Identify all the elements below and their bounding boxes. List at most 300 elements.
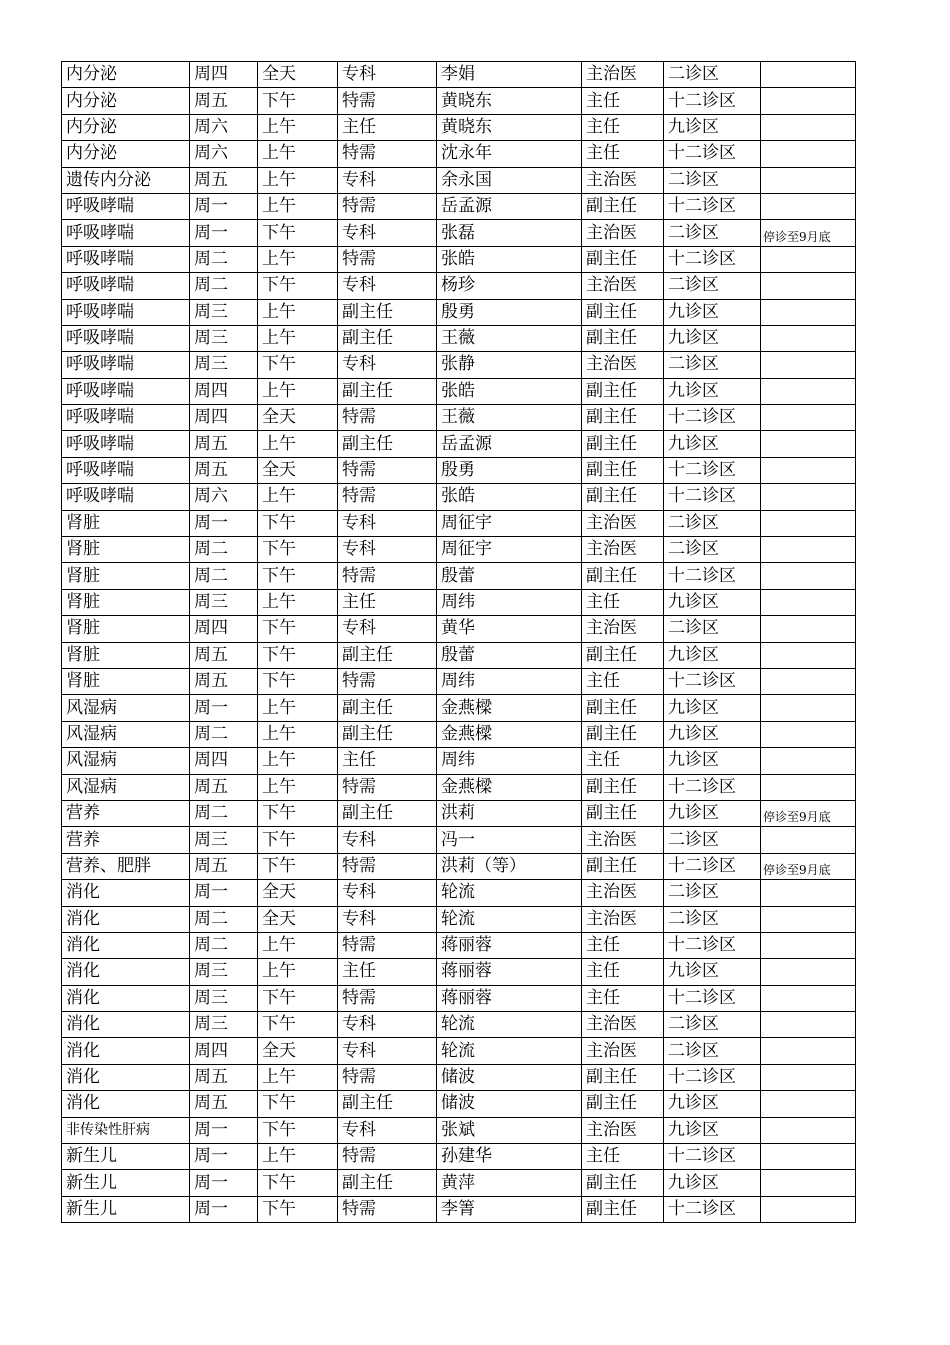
- note-cell: [761, 721, 856, 747]
- session-cell: 全天: [258, 880, 338, 906]
- department-cell: 肾脏: [62, 642, 190, 668]
- session-cell: 上午: [258, 114, 338, 140]
- clinic-type-cell: 特需: [338, 774, 437, 800]
- weekday-cell: 周三: [190, 352, 258, 378]
- doctor-title-cell: 主任: [582, 959, 664, 985]
- department-cell: 呼吸哮喘: [62, 378, 190, 404]
- note-cell: [761, 959, 856, 985]
- doctor-cell: 殷蕾: [437, 563, 582, 589]
- weekday-cell: 周二: [190, 800, 258, 826]
- table-row: [62, 378, 856, 404]
- table-row: [62, 853, 856, 879]
- clinic-type-cell: 特需: [338, 932, 437, 958]
- doctor-title-cell: 主治医: [582, 1012, 664, 1038]
- table-row: [62, 1144, 856, 1170]
- table-row: [62, 352, 856, 378]
- clinic-area-cell: 十二诊区: [664, 563, 761, 589]
- clinic-type-cell: 特需: [338, 88, 437, 114]
- clinic-type-cell: 副主任: [338, 800, 437, 826]
- doctor-cell: 张斌: [437, 1117, 582, 1143]
- weekday-cell: 周二: [190, 537, 258, 563]
- clinic-area-cell: 十二诊区: [664, 246, 761, 272]
- weekday-cell: 周五: [190, 668, 258, 694]
- doctor-title-cell: 主治医: [582, 1038, 664, 1064]
- weekday-cell: 周三: [190, 959, 258, 985]
- table-row: [62, 1091, 856, 1117]
- clinic-area-cell: 二诊区: [664, 220, 761, 246]
- department-cell: 消化: [62, 1038, 190, 1064]
- table-row: [62, 774, 856, 800]
- weekday-cell: 周二: [190, 906, 258, 932]
- clinic-area-cell: 十二诊区: [664, 88, 761, 114]
- doctor-cell: 周纬: [437, 589, 582, 615]
- note-cell: [761, 1144, 856, 1170]
- clinic-type-cell: 专科: [338, 273, 437, 299]
- clinic-area-cell: 九诊区: [664, 748, 761, 774]
- clinic-type-cell: 专科: [338, 510, 437, 536]
- session-cell: 下午: [258, 827, 338, 853]
- doctor-title-cell: 副主任: [582, 774, 664, 800]
- clinic-area-cell: 十二诊区: [664, 193, 761, 219]
- session-cell: 下午: [258, 88, 338, 114]
- doctor-cell: 洪莉（等）: [437, 853, 582, 879]
- note-cell: [761, 1117, 856, 1143]
- clinic-area-cell: 十二诊区: [664, 668, 761, 694]
- note-cell: [761, 1091, 856, 1117]
- clinic-type-cell: 副主任: [338, 378, 437, 404]
- session-cell: 上午: [258, 378, 338, 404]
- table-row: [62, 800, 856, 826]
- table-row: [62, 220, 856, 246]
- session-cell: 下午: [258, 1196, 338, 1222]
- clinic-area-cell: 九诊区: [664, 642, 761, 668]
- clinic-type-cell: 特需: [338, 853, 437, 879]
- doctor-cell: 黄晓东: [437, 88, 582, 114]
- clinic-area-cell: 九诊区: [664, 1170, 761, 1196]
- clinic-area-cell: 二诊区: [664, 62, 761, 88]
- table-row: [62, 510, 856, 536]
- department-cell: 营养: [62, 800, 190, 826]
- table-row: [62, 273, 856, 299]
- note-cell: [761, 589, 856, 615]
- department-cell: 呼吸哮喘: [62, 352, 190, 378]
- session-cell: 上午: [258, 246, 338, 272]
- doctor-cell: 轮流: [437, 1038, 582, 1064]
- session-cell: 上午: [258, 589, 338, 615]
- clinic-area-cell: 九诊区: [664, 1091, 761, 1117]
- session-cell: 下午: [258, 668, 338, 694]
- doctor-cell: 殷勇: [437, 457, 582, 483]
- clinic-type-cell: 特需: [338, 246, 437, 272]
- session-cell: 上午: [258, 774, 338, 800]
- doctor-title-cell: 主治医: [582, 827, 664, 853]
- note-cell: [761, 457, 856, 483]
- department-cell: 肾脏: [62, 563, 190, 589]
- session-cell: 上午: [258, 1144, 338, 1170]
- doctor-title-cell: 副主任: [582, 193, 664, 219]
- table-row: [62, 721, 856, 747]
- weekday-cell: 周一: [190, 1196, 258, 1222]
- doctor-title-cell: 主任: [582, 668, 664, 694]
- table-row: [62, 141, 856, 167]
- clinic-area-cell: 二诊区: [664, 537, 761, 563]
- doctor-title-cell: 副主任: [582, 246, 664, 272]
- clinic-type-cell: 副主任: [338, 642, 437, 668]
- note-cell: 停诊至9月底: [761, 853, 856, 879]
- note-cell: [761, 1196, 856, 1222]
- weekday-cell: 周五: [190, 1091, 258, 1117]
- clinic-type-cell: 专科: [338, 352, 437, 378]
- note-cell: 停诊至9月底: [761, 800, 856, 826]
- doctor-cell: 黄晓东: [437, 114, 582, 140]
- clinic-area-cell: 十二诊区: [664, 985, 761, 1011]
- note-cell: [761, 114, 856, 140]
- clinic-type-cell: 专科: [338, 537, 437, 563]
- weekday-cell: 周五: [190, 642, 258, 668]
- session-cell: 下午: [258, 1117, 338, 1143]
- note-cell: [761, 695, 856, 721]
- doctor-title-cell: 副主任: [582, 1064, 664, 1090]
- weekday-cell: 周一: [190, 1117, 258, 1143]
- clinic-type-cell: 特需: [338, 141, 437, 167]
- doctor-title-cell: 主任: [582, 985, 664, 1011]
- clinic-area-cell: 九诊区: [664, 431, 761, 457]
- doctor-cell: 金燕樑: [437, 774, 582, 800]
- doctor-title-cell: 主任: [582, 114, 664, 140]
- clinic-area-cell: 十二诊区: [664, 774, 761, 800]
- note-cell: [761, 563, 856, 589]
- department-cell: 新生儿: [62, 1196, 190, 1222]
- note-cell: [761, 325, 856, 351]
- department-cell: 遗传内分泌: [62, 167, 190, 193]
- doctor-title-cell: 副主任: [582, 695, 664, 721]
- doctor-cell: 岳孟源: [437, 193, 582, 219]
- department-cell: 新生儿: [62, 1170, 190, 1196]
- session-cell: 下午: [258, 800, 338, 826]
- doctor-cell: 李娟: [437, 62, 582, 88]
- table-row: [62, 748, 856, 774]
- table-row: [62, 88, 856, 114]
- clinic-type-cell: 专科: [338, 880, 437, 906]
- weekday-cell: 周三: [190, 985, 258, 1011]
- session-cell: 上午: [258, 141, 338, 167]
- doctor-cell: 洪莉: [437, 800, 582, 826]
- weekday-cell: 周五: [190, 88, 258, 114]
- department-cell: 呼吸哮喘: [62, 431, 190, 457]
- department-cell: 呼吸哮喘: [62, 325, 190, 351]
- doctor-title-cell: 副主任: [582, 378, 664, 404]
- doctor-cell: 储波: [437, 1091, 582, 1117]
- note-cell: [761, 484, 856, 510]
- note-cell: [761, 774, 856, 800]
- doctor-cell: 金燕樑: [437, 721, 582, 747]
- clinic-area-cell: 二诊区: [664, 167, 761, 193]
- note-cell: [761, 193, 856, 219]
- clinic-area-cell: 九诊区: [664, 1117, 761, 1143]
- table-row: [62, 906, 856, 932]
- clinic-type-cell: 特需: [338, 668, 437, 694]
- doctor-title-cell: 主任: [582, 1144, 664, 1170]
- weekday-cell: 周一: [190, 880, 258, 906]
- doctor-title-cell: 主任: [582, 748, 664, 774]
- clinic-area-cell: 十二诊区: [664, 141, 761, 167]
- clinic-type-cell: 特需: [338, 405, 437, 431]
- weekday-cell: 周四: [190, 748, 258, 774]
- weekday-cell: 周四: [190, 616, 258, 642]
- note-cell: [761, 616, 856, 642]
- doctor-cell: 岳孟源: [437, 431, 582, 457]
- note-cell: [761, 246, 856, 272]
- department-cell: 呼吸哮喘: [62, 246, 190, 272]
- note-cell: [761, 537, 856, 563]
- doctor-title-cell: 副主任: [582, 563, 664, 589]
- weekday-cell: 周五: [190, 1064, 258, 1090]
- clinic-type-cell: 副主任: [338, 431, 437, 457]
- weekday-cell: 周五: [190, 431, 258, 457]
- clinic-area-cell: 九诊区: [664, 695, 761, 721]
- table-row: [62, 695, 856, 721]
- session-cell: 下午: [258, 642, 338, 668]
- clinic-type-cell: 特需: [338, 457, 437, 483]
- doctor-title-cell: 主治医: [582, 880, 664, 906]
- department-cell: 消化: [62, 1091, 190, 1117]
- department-cell: 消化: [62, 906, 190, 932]
- clinic-type-cell: 专科: [338, 1012, 437, 1038]
- clinic-type-cell: 副主任: [338, 721, 437, 747]
- clinic-type-cell: 专科: [338, 827, 437, 853]
- session-cell: 下午: [258, 853, 338, 879]
- note-cell: [761, 378, 856, 404]
- session-cell: 全天: [258, 62, 338, 88]
- clinic-area-cell: 二诊区: [664, 827, 761, 853]
- weekday-cell: 周四: [190, 405, 258, 431]
- session-cell: 上午: [258, 193, 338, 219]
- doctor-title-cell: 副主任: [582, 405, 664, 431]
- doctor-title-cell: 主任: [582, 932, 664, 958]
- session-cell: 上午: [258, 695, 338, 721]
- clinic-type-cell: 专科: [338, 220, 437, 246]
- department-cell: 肾脏: [62, 668, 190, 694]
- doctor-cell: 沈永年: [437, 141, 582, 167]
- clinic-area-cell: 二诊区: [664, 616, 761, 642]
- weekday-cell: 周一: [190, 695, 258, 721]
- clinic-area-cell: 十二诊区: [664, 1144, 761, 1170]
- session-cell: 下午: [258, 563, 338, 589]
- clinic-area-cell: 十二诊区: [664, 932, 761, 958]
- table-row: [62, 537, 856, 563]
- clinic-area-cell: 九诊区: [664, 299, 761, 325]
- weekday-cell: 周一: [190, 193, 258, 219]
- weekday-cell: 周五: [190, 457, 258, 483]
- doctor-cell: 轮流: [437, 1012, 582, 1038]
- department-cell: 内分泌: [62, 62, 190, 88]
- doctor-title-cell: 主治医: [582, 273, 664, 299]
- note-cell: [761, 352, 856, 378]
- doctor-title-cell: 主治医: [582, 616, 664, 642]
- session-cell: 下午: [258, 273, 338, 299]
- note-cell: [761, 668, 856, 694]
- doctor-cell: 轮流: [437, 906, 582, 932]
- session-cell: 下午: [258, 537, 338, 563]
- doctor-title-cell: 副主任: [582, 1196, 664, 1222]
- clinic-type-cell: 专科: [338, 1117, 437, 1143]
- clinic-area-cell: 十二诊区: [664, 1064, 761, 1090]
- department-cell: 呼吸哮喘: [62, 220, 190, 246]
- department-cell: 营养: [62, 827, 190, 853]
- session-cell: 上午: [258, 932, 338, 958]
- note-cell: [761, 642, 856, 668]
- table-row: [62, 616, 856, 642]
- note-cell: 停诊至9月底: [761, 220, 856, 246]
- note-cell: [761, 1170, 856, 1196]
- note-cell: [761, 431, 856, 457]
- session-cell: 下午: [258, 1012, 338, 1038]
- note-cell: [761, 141, 856, 167]
- doctor-title-cell: 副主任: [582, 457, 664, 483]
- doctor-cell: 张皓: [437, 378, 582, 404]
- table-row: [62, 114, 856, 140]
- session-cell: 下午: [258, 220, 338, 246]
- clinic-type-cell: 特需: [338, 1196, 437, 1222]
- clinic-area-cell: 二诊区: [664, 1038, 761, 1064]
- doctor-title-cell: 主任: [582, 589, 664, 615]
- session-cell: 上午: [258, 959, 338, 985]
- department-cell: 内分泌: [62, 114, 190, 140]
- clinic-area-cell: 二诊区: [664, 273, 761, 299]
- session-cell: 下午: [258, 1170, 338, 1196]
- doctor-cell: 冯一: [437, 827, 582, 853]
- weekday-cell: 周三: [190, 325, 258, 351]
- table-row: [62, 299, 856, 325]
- session-cell: 全天: [258, 457, 338, 483]
- clinic-type-cell: 特需: [338, 484, 437, 510]
- clinic-area-cell: 九诊区: [664, 114, 761, 140]
- clinic-area-cell: 十二诊区: [664, 405, 761, 431]
- doctor-cell: 周纬: [437, 668, 582, 694]
- session-cell: 上午: [258, 299, 338, 325]
- table-row: [62, 1038, 856, 1064]
- clinic-area-cell: 二诊区: [664, 1012, 761, 1038]
- doctor-title-cell: 主治医: [582, 537, 664, 563]
- clinic-area-cell: 二诊区: [664, 906, 761, 932]
- note-cell: [761, 748, 856, 774]
- doctor-title-cell: 主任: [582, 88, 664, 114]
- table-row: [62, 959, 856, 985]
- session-cell: 上午: [258, 484, 338, 510]
- session-cell: 上午: [258, 721, 338, 747]
- note-cell: [761, 405, 856, 431]
- doctor-title-cell: 主治医: [582, 352, 664, 378]
- doctor-title-cell: 主任: [582, 141, 664, 167]
- session-cell: 下午: [258, 985, 338, 1011]
- clinic-area-cell: 二诊区: [664, 880, 761, 906]
- doctor-cell: 蒋丽蓉: [437, 985, 582, 1011]
- table-row: [62, 642, 856, 668]
- department-cell: 内分泌: [62, 141, 190, 167]
- table-row: [62, 246, 856, 272]
- session-cell: 上午: [258, 325, 338, 351]
- clinic-type-cell: 专科: [338, 62, 437, 88]
- doctor-cell: 周征宇: [437, 510, 582, 536]
- session-cell: 上午: [258, 748, 338, 774]
- doctor-cell: 杨珍: [437, 273, 582, 299]
- weekday-cell: 周二: [190, 563, 258, 589]
- doctor-title-cell: 主治医: [582, 62, 664, 88]
- department-cell: 肾脏: [62, 537, 190, 563]
- doctor-cell: 王薇: [437, 325, 582, 351]
- department-cell: 消化: [62, 932, 190, 958]
- department-cell: 呼吸哮喘: [62, 457, 190, 483]
- department-cell: 风湿病: [62, 748, 190, 774]
- department-cell: 肾脏: [62, 589, 190, 615]
- doctor-cell: 蒋丽蓉: [437, 959, 582, 985]
- weekday-cell: 周五: [190, 167, 258, 193]
- note-cell: [761, 167, 856, 193]
- department-cell: 营养、肥胖: [62, 853, 190, 879]
- table-row: [62, 668, 856, 694]
- clinic-type-cell: 专科: [338, 616, 437, 642]
- session-cell: 下午: [258, 352, 338, 378]
- note-cell: [761, 906, 856, 932]
- session-cell: 下午: [258, 616, 338, 642]
- weekday-cell: 周六: [190, 141, 258, 167]
- department-cell: 新生儿: [62, 1144, 190, 1170]
- clinic-area-cell: 九诊区: [664, 325, 761, 351]
- department-cell: 风湿病: [62, 774, 190, 800]
- doctor-cell: 黄萍: [437, 1170, 582, 1196]
- doctor-cell: 轮流: [437, 880, 582, 906]
- weekday-cell: 周六: [190, 114, 258, 140]
- doctor-cell: 殷蕾: [437, 642, 582, 668]
- clinic-type-cell: 副主任: [338, 1091, 437, 1117]
- department-cell: 风湿病: [62, 721, 190, 747]
- table-row: [62, 880, 856, 906]
- doctor-cell: 殷勇: [437, 299, 582, 325]
- table-row: [62, 1012, 856, 1038]
- table-row: [62, 1170, 856, 1196]
- doctor-cell: 蒋丽蓉: [437, 932, 582, 958]
- weekday-cell: 周二: [190, 246, 258, 272]
- doctor-cell: 周纬: [437, 748, 582, 774]
- clinic-area-cell: 九诊区: [664, 721, 761, 747]
- department-cell: 风湿病: [62, 695, 190, 721]
- doctor-title-cell: 副主任: [582, 800, 664, 826]
- weekday-cell: 周四: [190, 378, 258, 404]
- department-cell: 呼吸哮喘: [62, 273, 190, 299]
- doctor-title-cell: 副主任: [582, 642, 664, 668]
- clinic-area-cell: 二诊区: [664, 510, 761, 536]
- doctor-cell: 张静: [437, 352, 582, 378]
- doctor-title-cell: 副主任: [582, 299, 664, 325]
- table-row: [62, 1064, 856, 1090]
- weekday-cell: 周五: [190, 853, 258, 879]
- doctor-cell: 王薇: [437, 405, 582, 431]
- doctor-cell: 张磊: [437, 220, 582, 246]
- doctor-cell: 孙建华: [437, 1144, 582, 1170]
- schedule-body: [62, 62, 856, 1223]
- clinic-type-cell: 主任: [338, 589, 437, 615]
- clinic-type-cell: 专科: [338, 167, 437, 193]
- clinic-type-cell: 主任: [338, 114, 437, 140]
- note-cell: [761, 299, 856, 325]
- doctor-title-cell: 副主任: [582, 1091, 664, 1117]
- doctor-title-cell: 副主任: [582, 484, 664, 510]
- session-cell: 全天: [258, 1038, 338, 1064]
- clinic-type-cell: 副主任: [338, 1170, 437, 1196]
- department-cell: 呼吸哮喘: [62, 405, 190, 431]
- table-row: [62, 563, 856, 589]
- doctor-title-cell: 副主任: [582, 325, 664, 351]
